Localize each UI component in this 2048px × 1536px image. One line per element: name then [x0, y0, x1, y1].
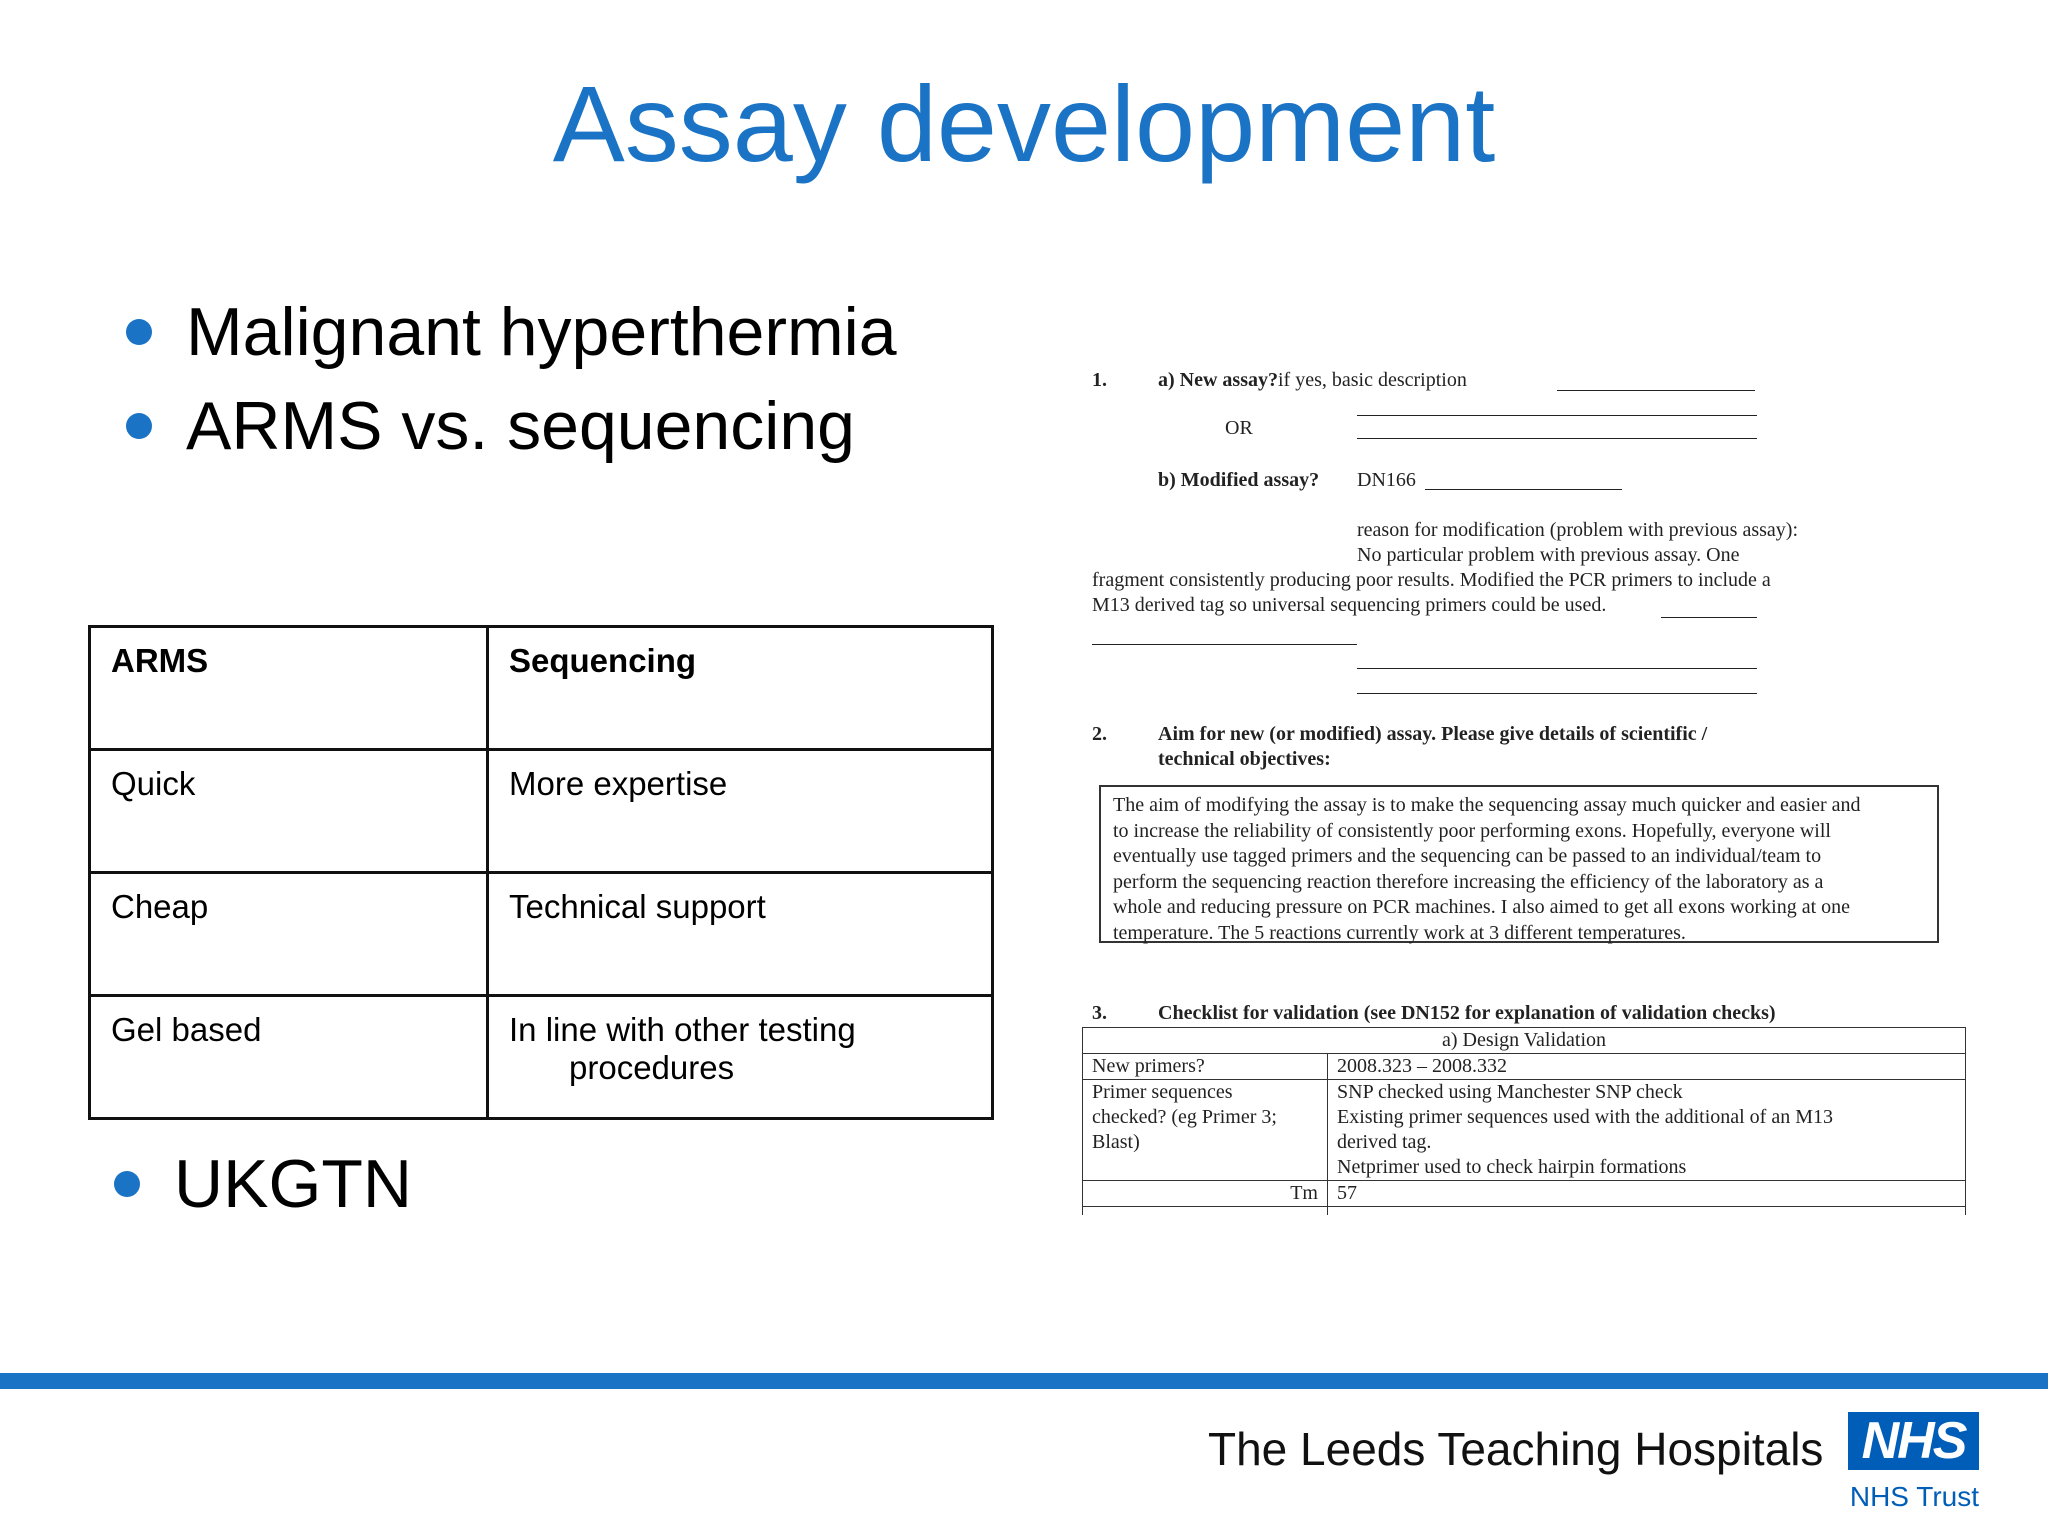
- table-cell: Quick: [90, 750, 488, 873]
- checklist-heading: Checklist for validation (see DN152 for explanation of validation checks): [1158, 1002, 1776, 1024]
- table-row: [1083, 1181, 1966, 1207]
- table-header-row: [90, 627, 993, 750]
- aim-line: perform the sequencing reaction therefore increasing the efficiency of the laboratory as a: [1113, 870, 1824, 893]
- table-cell: [1083, 1080, 1328, 1181]
- form-blank-line: [1092, 644, 1357, 645]
- form-blank-line: [1357, 668, 1757, 669]
- bullet-dot-icon: [126, 319, 152, 345]
- cell-line: checked? (eg Primer 3;: [1092, 1106, 1277, 1128]
- assay-form-image: [1075, 355, 1975, 1215]
- aim-heading: technical objectives:: [1158, 748, 1331, 770]
- organisation-name: The Leeds Teaching Hospitals: [1208, 1423, 1824, 1475]
- table-cell: [1083, 1207, 1328, 1216]
- table-cell: Gel based: [90, 996, 488, 1119]
- table-header-cell: Sequencing: [488, 627, 993, 750]
- cell-line: SNP checked using Manchester SNP check: [1337, 1081, 1683, 1103]
- reason-text: reason for modification (problem with previous assay):: [1357, 519, 1798, 541]
- or-text: OR: [1225, 417, 1253, 439]
- reason-text: M13 derived tag so universal sequencing primers could be used.: [1092, 594, 1607, 616]
- table-cell: 57: [1328, 1181, 1966, 1207]
- aim-line: to increase the reliability of consistently poor performing exons. Hopefully, everyone will: [1113, 819, 1831, 842]
- new-assay-question: [1158, 369, 1467, 392]
- nhs-trust-label: NHS Trust: [1849, 1481, 1979, 1512]
- form-blank-line: [1357, 693, 1757, 694]
- table-cell: [1328, 1080, 1966, 1181]
- new-assay-text: if yes, basic description: [1278, 369, 1467, 391]
- form-blank-line: [1661, 617, 1757, 618]
- table-cell-line: In line with other testing: [509, 1011, 856, 1048]
- bullet-item: [126, 294, 897, 370]
- table-cell: [1328, 1207, 1966, 1216]
- aim-line: temperature. The 5 reactions currently work at 3 different temperatures.: [1113, 921, 1686, 944]
- table-row: [90, 996, 993, 1119]
- reason-text: No particular problem with previous assay. One: [1357, 544, 1740, 566]
- table-cell: 2008.323 – 2008.332: [1328, 1054, 1966, 1080]
- arms-vs-sequencing-table: [88, 625, 994, 1120]
- table-row: [1083, 1207, 1966, 1216]
- modified-assay-value: DN166: [1357, 469, 1416, 491]
- form-blank-line: [1357, 438, 1757, 439]
- section-number: 1.: [1092, 369, 1107, 391]
- form-blank-line: [1557, 390, 1755, 391]
- table-row: [1083, 1080, 1966, 1181]
- table-row: [1083, 1054, 1966, 1080]
- slide-title: Assay development: [552, 63, 1496, 184]
- bullet-dot-icon: [114, 1171, 140, 1197]
- cell-line: derived tag.: [1337, 1131, 1432, 1153]
- table-cell: Tm: [1083, 1181, 1328, 1207]
- table-cell: Cheap: [90, 873, 488, 996]
- table-cell: More expertise: [488, 750, 993, 873]
- cell-line: Netprimer used to check hairpin formations: [1337, 1156, 1687, 1178]
- form-blank-line: [1357, 415, 1757, 416]
- aim-text-box: [1099, 785, 1939, 943]
- bullet-item: [126, 388, 855, 464]
- section-number: 3.: [1092, 1002, 1107, 1024]
- aim-heading: Aim for new (or modified) assay. Please give details of scientific /: [1158, 723, 1708, 745]
- cell-line: Blast): [1092, 1131, 1140, 1153]
- bullet-text: Malignant hyperthermia: [186, 294, 897, 370]
- validation-header: a) Design Validation: [1083, 1028, 1966, 1054]
- table-row: [90, 750, 993, 873]
- nhs-logo: NHS: [1848, 1412, 1979, 1470]
- new-assay-label: a) New assay?: [1158, 369, 1278, 391]
- form-blank-line: [1425, 489, 1622, 490]
- cell-line: Existing primer sequences used with the additional of an M13: [1337, 1106, 1834, 1128]
- table-cell: New primers?: [1083, 1054, 1328, 1080]
- aim-line: eventually use tagged primers and the sequencing can be passed to an individual/team to: [1113, 845, 1822, 867]
- table-row: [1083, 1028, 1966, 1054]
- table-cell: [488, 996, 993, 1119]
- bullet-text: UKGTN: [174, 1146, 412, 1222]
- cell-line: Primer sequences: [1092, 1081, 1233, 1103]
- aim-line: whole and reducing pressure on PCR machines. I also aimed to get all exons working at one: [1113, 896, 1851, 918]
- section-number: 2.: [1092, 723, 1107, 745]
- aim-line: The aim of modifying the assay is to make the sequencing assay much quicker and easier and: [1113, 794, 1861, 816]
- validation-table: [1082, 1027, 1966, 1215]
- bullet-item: [114, 1146, 412, 1222]
- table-header-cell: ARMS: [90, 627, 488, 750]
- bullet-text: ARMS vs. sequencing: [186, 388, 855, 464]
- table-cell: Technical support: [488, 873, 993, 996]
- modified-assay-label: b) Modified assay?: [1158, 469, 1320, 491]
- table-cell-line: procedures: [569, 1049, 735, 1086]
- bullet-dot-icon: [126, 413, 152, 439]
- reason-text: fragment consistently producing poor results. Modified the PCR primers to include a: [1092, 569, 1771, 591]
- table-row: [90, 873, 993, 996]
- footer-divider: [0, 1373, 2048, 1389]
